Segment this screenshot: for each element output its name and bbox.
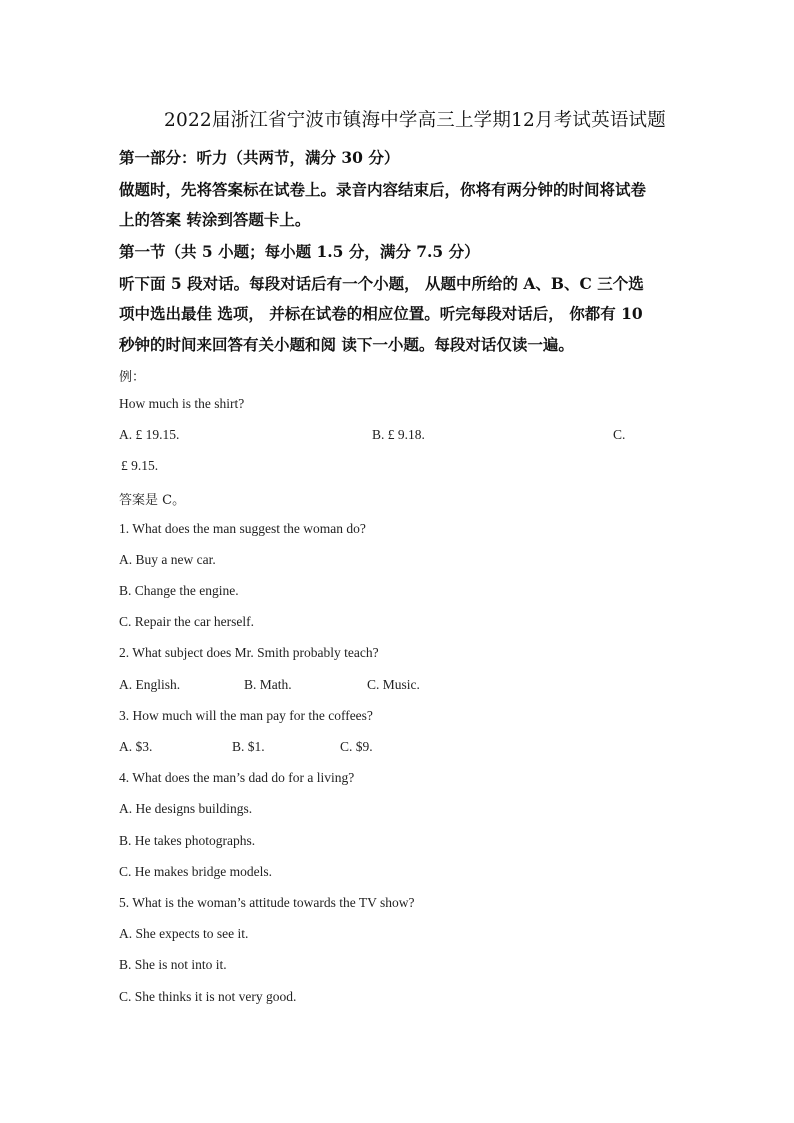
answer-option: A. English. <box>119 677 181 692</box>
answer-option: B. Math. <box>244 677 292 692</box>
example-option-b: B. £ 9.18. <box>372 427 425 442</box>
instructions-line-1: 做题时，先将答案标在试卷上。录音内容结束后，你将有两分钟的时间将试卷 <box>119 180 647 199</box>
question-stem: 1. What does the man suggest the woman do? <box>119 521 366 536</box>
part-heading: 第一部分：听力（共两节，满分 30 分） <box>119 148 400 167</box>
question-stem: 3. How much will the man pay for the coffees? <box>119 708 373 723</box>
answer-option: A. She expects to see it. <box>119 926 249 941</box>
example-label: 例： <box>119 370 146 385</box>
example-question: How much is the shirt? <box>119 396 245 411</box>
answer-option: C. She thinks it is not very good. <box>119 989 297 1004</box>
answer-option: B. Change the engine. <box>119 583 239 598</box>
section-instructions-line-1: 听下面 5 段对话。每段对话后有一个小题， 从题中所给的 A、B、C 三个选 <box>119 274 644 293</box>
section-instructions-line-3: 秒钟的时间来回答有关小题和阅 读下一小题。每段对话仅读一遍。 <box>119 335 574 354</box>
answer-option: B. $1. <box>232 739 265 754</box>
instructions-line-2: 上的答案 转涂到答题卡上。 <box>119 210 311 229</box>
answer-option: C. He makes bridge models. <box>119 864 272 879</box>
question-stem: 5. What is the woman’s attitude towards the TV show? <box>119 895 415 910</box>
answer-option: A. $3. <box>119 739 153 754</box>
answer-option: C. Music. <box>367 677 420 692</box>
example-answer: 答案是 C。 <box>119 493 186 508</box>
answer-option: C. $9. <box>340 739 373 754</box>
answer-option: C. Repair the car herself. <box>119 614 254 629</box>
answer-option: A. Buy a new car. <box>119 552 216 567</box>
page-title: 2022届浙江省宁波市镇海中学高三上学期12月考试英语试题 <box>164 110 666 131</box>
answer-option: A. He designs buildings. <box>119 801 253 816</box>
question-stem: 4. What does the man’s dad do for a living? <box>119 770 355 785</box>
question-stem: 2. What subject does Mr. Smith probably teach? <box>119 645 379 660</box>
section-heading: 第一节（共 5 小题；每小题 1.5 分，满分 7.5 分） <box>119 242 480 261</box>
answer-option: B. She is not into it. <box>119 957 227 972</box>
example-option-c-value: £ 9.15. <box>121 458 159 473</box>
example-option-c-label: C. <box>613 427 626 442</box>
answer-option: B. He takes photographs. <box>119 833 256 848</box>
example-option-a: A. £ 19.15. <box>119 427 180 442</box>
section-instructions-line-2: 项中选出最佳 选项， 并标在试卷的相应位置。听完每段对话后， 你都有 10 <box>119 304 643 323</box>
